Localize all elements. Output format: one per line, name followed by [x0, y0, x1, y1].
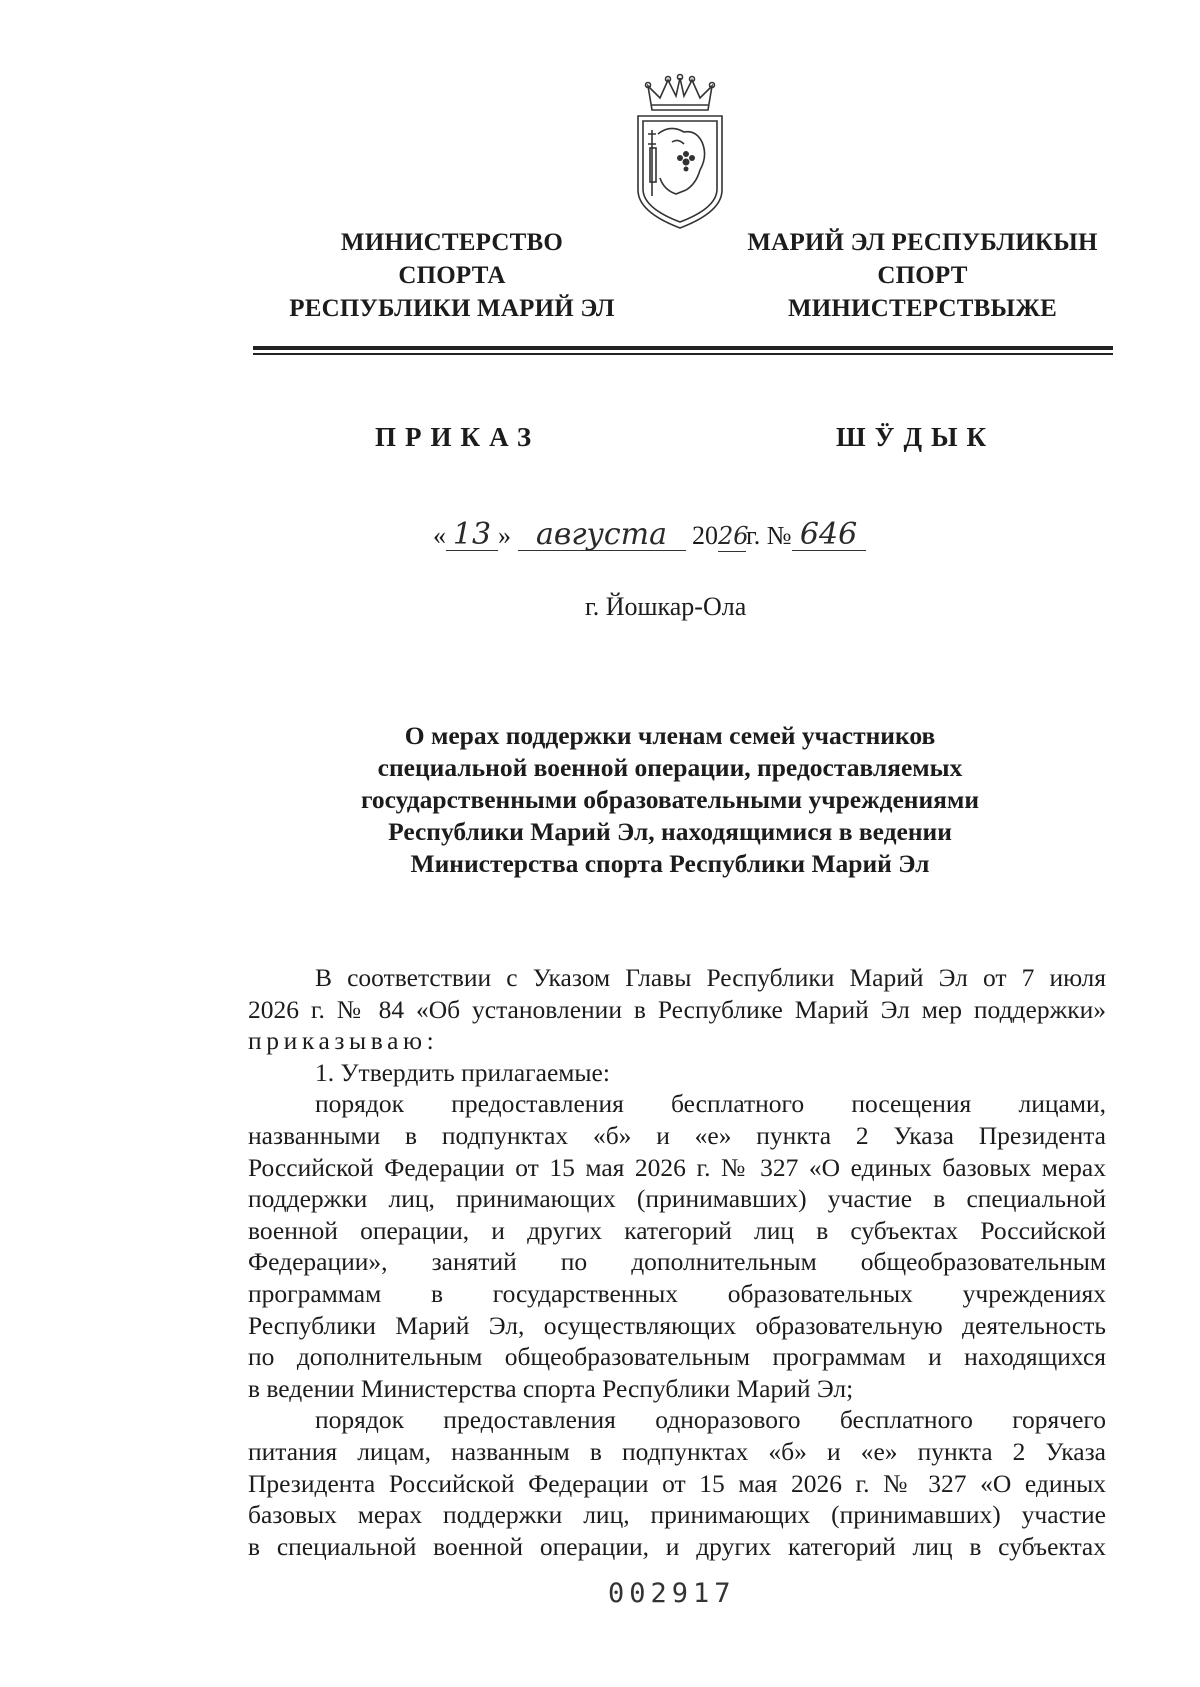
title-line: О мерах поддержки членам семей участников — [404, 721, 936, 750]
body-line: в специальной военной операции, и других категорий лиц в субъектах — [248, 1531, 1106, 1561]
title-line: Республики Марий Эл, находящимися в ведении — [388, 817, 952, 846]
close-quote: » — [498, 521, 511, 550]
body-line: Президента Российской Федерации от 15 мая 2026 г. № 327 «О единых — [248, 1468, 1106, 1498]
year-suffix: 26 — [718, 522, 749, 550]
title-line: государственными образовательными учреждениями — [360, 785, 980, 814]
body-line: Республики Марий Эл, осуществляющих образовательную деятельность — [248, 1310, 1106, 1340]
body-line: порядок предоставления одноразового бесплатного горячего — [315, 1405, 1106, 1435]
body-line: Федерации», занятий по дополнительным общеобразовательным — [248, 1247, 1106, 1277]
year-prefix: 20 — [692, 521, 718, 550]
body-line: военной операции, и других категорий лиц в субъектах Российской — [248, 1215, 1106, 1245]
order-date-line — [433, 517, 866, 552]
document-body — [248, 962, 1106, 1562]
body-line: Российской Федерации от 15 мая 2026 г. № 327 «О единых базовых мерах — [248, 1152, 1106, 1182]
order-day: 13 — [446, 520, 498, 551]
title-line: Министерства спорта Республики Марий Эл — [410, 849, 930, 878]
header-line: РЕСПУБЛИКИ МАРИЙ ЭЛ — [289, 295, 615, 322]
title-line: специальной военной операции, предоставляемых — [377, 753, 963, 782]
header-line: МИНИСТЕРСТВО — [340, 229, 564, 256]
order-number: 646 — [792, 520, 866, 551]
body-line: питания лицам, названным в подпунктах «б» и «е» пункта 2 Указа — [248, 1436, 1106, 1466]
document-title — [300, 720, 1040, 880]
city-name: г. Йошкар-Ола — [585, 592, 747, 621]
year-unit: г. — [746, 521, 761, 550]
header-line: СПОРТ — [877, 262, 968, 289]
order-month: августа — [518, 520, 686, 551]
body-line: порядок предоставления бесплатного посещения лицами, — [315, 1089, 1106, 1119]
ministry-name-mari — [720, 226, 1125, 325]
item-1: 1. Утвердить прилагаемые: — [315, 1057, 610, 1087]
body-line: поддержки лиц, принимающих (принимавших) участие в специальной — [248, 1184, 1106, 1214]
body-line: программам в государственных образовательных учреждениях — [248, 1278, 1106, 1308]
header-line: МИНИСТЕРСТВЫЖЕ — [787, 295, 1058, 322]
open-quote: « — [433, 521, 446, 550]
body-line: базовых мерах поддержки лиц, принимающих (принимавших) участие — [248, 1500, 1106, 1530]
ministry-name-russian — [262, 226, 642, 325]
body-line: 2026 г. № 84 «Об установлении в Республике Марий Эл мер поддержки» — [248, 994, 1106, 1024]
header-line: МАРИЙ ЭЛ РЕСПУБЛИКЫН — [747, 229, 1098, 256]
coat-of-arms-icon — [630, 72, 730, 232]
header-divider-thin — [253, 353, 1113, 355]
body-line: приказываю: — [248, 1026, 439, 1056]
header-line: СПОРТА — [398, 262, 506, 289]
order-title-russian: ПРИКАЗ — [375, 422, 541, 452]
header-divider-thick — [253, 346, 1113, 350]
number-label: № — [766, 521, 792, 550]
body-line: В соответствии с Указом Главы Республики Марий Эл от 7 июля — [315, 963, 1106, 992]
body-line: названными в подпунктах «б» и «е» пункта 2 Указа Президента — [248, 1120, 1106, 1150]
body-line: в ведении Министерства спорта Республики Марий Эл; — [248, 1373, 854, 1403]
order-title-mari: ШӰДЫК — [836, 422, 996, 452]
body-line: по дополнительным общеобразовательным программам и находящихся — [248, 1342, 1106, 1372]
serial-stamp-number: 002917 — [608, 1578, 736, 1609]
